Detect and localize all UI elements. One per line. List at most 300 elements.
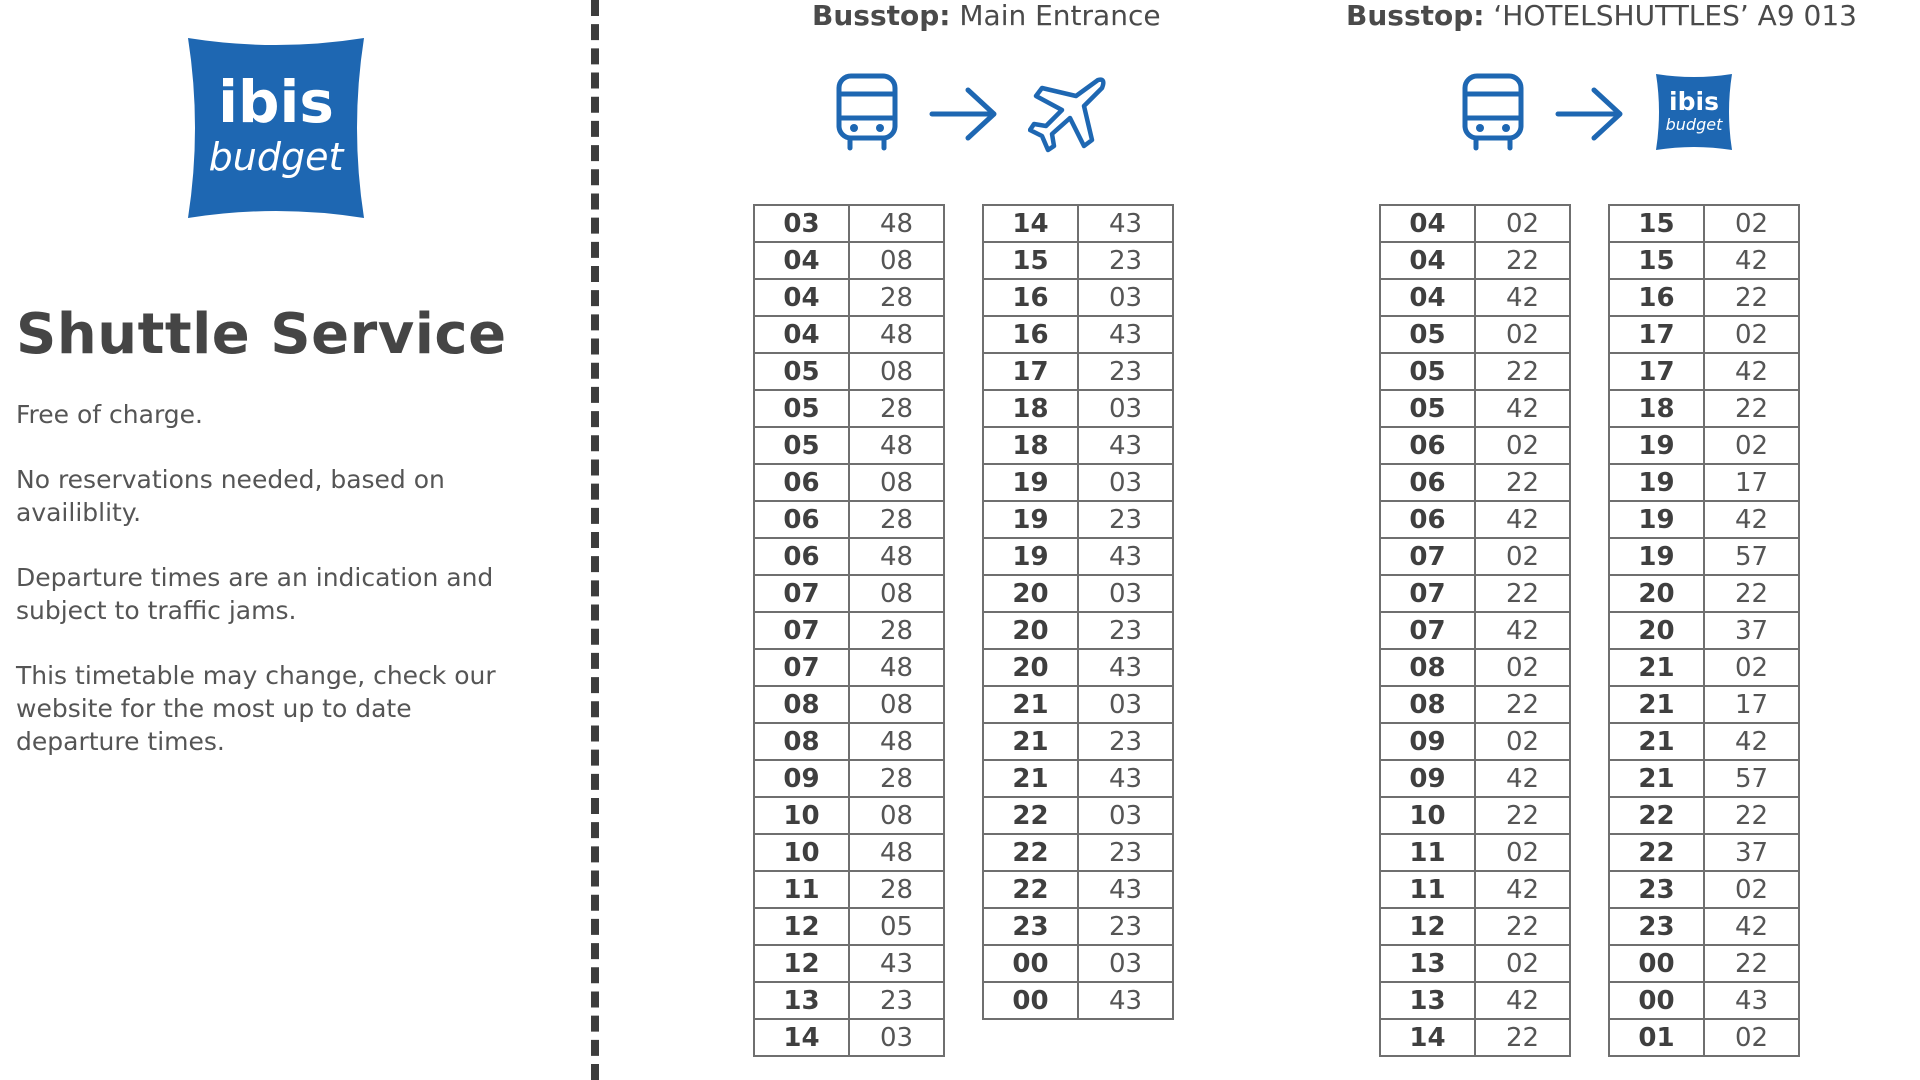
departure-hour: 00 (1609, 982, 1704, 1019)
timetable-row (1380, 1019, 1570, 1056)
timetable-row (1380, 945, 1570, 982)
timetable-hotelshuttles-1 (1379, 204, 1571, 1057)
ibis-budget-logo (178, 30, 374, 226)
timetable-row (1609, 538, 1799, 575)
timetable-row (983, 649, 1173, 686)
departure-hour: 17 (1609, 316, 1704, 353)
airplane-icon (1028, 74, 1108, 154)
timetable-row (1380, 908, 1570, 945)
departure-hour: 18 (1609, 390, 1704, 427)
departure-hour: 06 (754, 501, 849, 538)
busstop-name: ‘HOTELSHUTTLES’ A9 013 (1493, 0, 1857, 32)
departure-minute: 22 (1475, 464, 1570, 501)
departure-hour: 19 (983, 464, 1078, 501)
departure-minute: 42 (1704, 353, 1799, 390)
departure-hour: 12 (754, 945, 849, 982)
departure-hour: 07 (1380, 538, 1475, 575)
logo-text-budget: budget (208, 135, 344, 179)
departure-minute: 02 (1704, 649, 1799, 686)
departure-hour: 16 (983, 279, 1078, 316)
departure-minute: 43 (1078, 982, 1173, 1019)
departure-minute: 28 (849, 390, 944, 427)
departure-hour: 21 (1609, 760, 1704, 797)
departure-minute: 48 (849, 316, 944, 353)
timetable-row (983, 982, 1173, 1019)
departure-hour: 14 (1380, 1019, 1475, 1056)
timetable-row (1380, 353, 1570, 390)
departure-hour: 21 (1609, 649, 1704, 686)
timetable-row (1609, 797, 1799, 834)
timetable-row (754, 760, 944, 797)
timetable-row (983, 242, 1173, 279)
timetable-row (983, 723, 1173, 760)
departure-minute: 22 (1704, 575, 1799, 612)
timetable-row (754, 686, 944, 723)
departure-hour: 04 (754, 316, 849, 353)
departure-hour: 18 (983, 427, 1078, 464)
departure-hour: 13 (1380, 945, 1475, 982)
departure-hour: 20 (1609, 612, 1704, 649)
departure-hour: 10 (754, 834, 849, 871)
timetable-row (754, 316, 944, 353)
departure-minute: 23 (1078, 242, 1173, 279)
departure-hour: 06 (1380, 464, 1475, 501)
departure-minute: 23 (1078, 908, 1173, 945)
departure-hour: 07 (754, 612, 849, 649)
logo-text-budget: budget (1665, 115, 1723, 134)
timetable-row (754, 390, 944, 427)
timetable-row (983, 427, 1173, 464)
timetable-row (983, 945, 1173, 982)
timetable-row (983, 279, 1173, 316)
departure-hour: 07 (754, 575, 849, 612)
departure-minute: 43 (1078, 649, 1173, 686)
timetable-row (1609, 1019, 1799, 1056)
departure-minute: 05 (849, 908, 944, 945)
timetable-row (983, 908, 1173, 945)
departure-hour: 04 (754, 279, 849, 316)
timetable-row (754, 612, 944, 649)
departure-hour: 14 (983, 205, 1078, 242)
departure-hour: 00 (1609, 945, 1704, 982)
timetable-row (1609, 353, 1799, 390)
departure-minute: 37 (1704, 612, 1799, 649)
departure-minute: 43 (1078, 871, 1173, 908)
departure-minute: 22 (1475, 353, 1570, 390)
timetable-row (1609, 279, 1799, 316)
departure-hour: 07 (1380, 575, 1475, 612)
departure-hour: 09 (1380, 723, 1475, 760)
departure-minute: 08 (849, 575, 944, 612)
departure-minute: 08 (849, 797, 944, 834)
timetable-row (1609, 316, 1799, 353)
timetable-row (1380, 834, 1570, 871)
departure-hour: 06 (1380, 501, 1475, 538)
departure-hour: 19 (1609, 427, 1704, 464)
timetable-row (754, 1019, 944, 1056)
timetable-row (1609, 205, 1799, 242)
departure-hour: 16 (1609, 279, 1704, 316)
departure-hour: 20 (983, 575, 1078, 612)
timetable-row (1380, 575, 1570, 612)
departure-hour: 11 (1380, 871, 1475, 908)
timetable-row (1609, 871, 1799, 908)
info-free-of-charge: Free of charge. (16, 400, 203, 429)
timetable-row (1380, 538, 1570, 575)
busstop-name: Main Entrance (959, 0, 1161, 32)
timetable-row (754, 427, 944, 464)
departure-minute: 42 (1704, 908, 1799, 945)
departure-hour: 00 (983, 945, 1078, 982)
departure-minute: 22 (1704, 279, 1799, 316)
timetable-row (1380, 501, 1570, 538)
departure-minute: 02 (1475, 205, 1570, 242)
departure-hour: 19 (1609, 501, 1704, 538)
busstop-hotelshuttles-heading (1346, 0, 1857, 32)
departure-hour: 04 (754, 242, 849, 279)
logo-text-ibis: ibis (1669, 87, 1719, 116)
timetable-row (754, 538, 944, 575)
departure-hour: 13 (1380, 982, 1475, 1019)
timetable-row (754, 723, 944, 760)
departure-hour: 16 (983, 316, 1078, 353)
timetable-row (754, 279, 944, 316)
departure-minute: 02 (1475, 316, 1570, 353)
departure-hour: 06 (754, 538, 849, 575)
departure-hour: 06 (754, 464, 849, 501)
timetable-row (1380, 760, 1570, 797)
departure-minute: 23 (1078, 723, 1173, 760)
timetable-row (1380, 686, 1570, 723)
bus-icon (1460, 72, 1526, 152)
timetable-row (1609, 649, 1799, 686)
departure-minute: 22 (1704, 390, 1799, 427)
timetable-row (1609, 945, 1799, 982)
departure-hour: 15 (1609, 242, 1704, 279)
departure-minute: 42 (1475, 390, 1570, 427)
departure-minute: 48 (849, 538, 944, 575)
arrow-right-icon (928, 84, 1000, 144)
arrow-right-icon (1554, 84, 1626, 144)
timetable-row (1380, 427, 1570, 464)
timetable-row (1380, 390, 1570, 427)
departure-minute: 43 (1078, 538, 1173, 575)
departure-hour: 09 (754, 760, 849, 797)
timetable-row (1609, 723, 1799, 760)
departure-minute: 03 (1078, 390, 1173, 427)
departure-minute: 17 (1704, 686, 1799, 723)
departure-minute: 37 (1704, 834, 1799, 871)
timetable-row (1380, 612, 1570, 649)
departure-minute: 42 (1704, 501, 1799, 538)
departure-hour: 07 (1380, 612, 1475, 649)
departure-hour: 10 (1380, 797, 1475, 834)
departure-minute: 42 (1475, 871, 1570, 908)
timetable-row (754, 242, 944, 279)
departure-minute: 08 (849, 686, 944, 723)
departure-minute: 02 (1704, 427, 1799, 464)
departure-hour: 05 (754, 353, 849, 390)
timetable-row (1609, 242, 1799, 279)
departure-hour: 01 (1609, 1019, 1704, 1056)
info-timetable-may-change: This timetable may change, check our website for the most up to date departure times. (16, 661, 496, 756)
timetable-hotelshuttles-2 (1608, 204, 1800, 1057)
timetable-row (1609, 390, 1799, 427)
timetable-row (1380, 279, 1570, 316)
timetable-row (754, 353, 944, 390)
timetable-row (1609, 464, 1799, 501)
departure-hour: 11 (754, 871, 849, 908)
departure-hour: 13 (754, 982, 849, 1019)
ibis-budget-logo-icon (1652, 70, 1736, 154)
departure-minute: 48 (849, 205, 944, 242)
departure-minute: 23 (1078, 501, 1173, 538)
departure-hour: 06 (1380, 427, 1475, 464)
timetable-row (1609, 982, 1799, 1019)
departure-hour: 09 (1380, 760, 1475, 797)
departure-minute: 02 (1704, 871, 1799, 908)
departure-hour: 14 (754, 1019, 849, 1056)
departure-hour: 21 (1609, 723, 1704, 760)
timetable-row (983, 834, 1173, 871)
timetable-row (754, 908, 944, 945)
departure-minute: 28 (849, 612, 944, 649)
departure-hour: 22 (1609, 797, 1704, 834)
departure-minute: 02 (1475, 945, 1570, 982)
timetable-row (1609, 612, 1799, 649)
departure-minute: 43 (1078, 760, 1173, 797)
busstop-label: Busstop: (1346, 0, 1485, 32)
departure-hour: 19 (1609, 464, 1704, 501)
timetable-row (983, 316, 1173, 353)
timetable-row (1380, 723, 1570, 760)
departure-minute: 43 (1078, 427, 1173, 464)
timetable-row (1609, 427, 1799, 464)
departure-minute: 03 (1078, 279, 1173, 316)
timetable-main-entrance-2 (982, 204, 1174, 1020)
timetable-row (754, 649, 944, 686)
timetable-row (983, 390, 1173, 427)
departure-hour: 04 (1380, 242, 1475, 279)
departure-hour: 20 (1609, 575, 1704, 612)
departure-minute: 43 (1078, 205, 1173, 242)
departure-minute: 08 (849, 242, 944, 279)
departure-hour: 08 (1380, 686, 1475, 723)
timetable-row (754, 797, 944, 834)
departure-hour: 19 (983, 538, 1078, 575)
departure-hour: 15 (1609, 205, 1704, 242)
departure-hour: 05 (754, 427, 849, 464)
departure-minute: 28 (849, 760, 944, 797)
departure-minute: 02 (1704, 316, 1799, 353)
departure-minute: 23 (1078, 353, 1173, 390)
departure-minute: 48 (849, 649, 944, 686)
departure-hour: 23 (1609, 871, 1704, 908)
departure-hour: 21 (983, 723, 1078, 760)
departure-minute: 23 (1078, 612, 1173, 649)
timetable-row (754, 501, 944, 538)
info-no-reservations: No reservations needed, based on availiblity. (16, 465, 445, 527)
busstop-main-entrance-heading (812, 0, 1161, 32)
departure-minute: 02 (1475, 538, 1570, 575)
timetable-row (1380, 797, 1570, 834)
departure-hour: 21 (983, 686, 1078, 723)
departure-minute: 22 (1475, 686, 1570, 723)
departure-minute: 43 (1078, 316, 1173, 353)
departure-hour: 05 (754, 390, 849, 427)
departure-minute: 08 (849, 353, 944, 390)
timetable-row (1380, 205, 1570, 242)
timetable-row (983, 871, 1173, 908)
timetable-row (983, 797, 1173, 834)
timetable-row (983, 353, 1173, 390)
departure-minute: 57 (1704, 538, 1799, 575)
timetable-row (983, 205, 1173, 242)
departure-minute: 03 (1078, 464, 1173, 501)
dashed-divider (591, 0, 599, 1080)
departure-minute: 22 (1475, 797, 1570, 834)
departure-minute: 43 (1704, 982, 1799, 1019)
departure-hour: 22 (983, 871, 1078, 908)
departure-minute: 22 (1475, 908, 1570, 945)
busstop-label: Busstop: (812, 0, 951, 32)
departure-hour: 04 (1380, 205, 1475, 242)
departure-minute: 02 (1704, 1019, 1799, 1056)
departure-hour: 22 (983, 834, 1078, 871)
timetable-main-entrance-1 (753, 204, 945, 1057)
timetable-row (754, 205, 944, 242)
departure-minute: 22 (1475, 242, 1570, 279)
departure-hour: 17 (983, 353, 1078, 390)
info-departure-indication: Departure times are an indication and subject to traffic jams. (16, 563, 494, 625)
timetable-row (1609, 908, 1799, 945)
departure-minute: 48 (849, 427, 944, 464)
departure-minute: 03 (1078, 945, 1173, 982)
timetable-row (1380, 464, 1570, 501)
timetable-row (1609, 501, 1799, 538)
timetable-row (983, 686, 1173, 723)
departure-hour: 20 (983, 612, 1078, 649)
departure-minute: 42 (1475, 612, 1570, 649)
departure-minute: 23 (849, 982, 944, 1019)
departure-minute: 28 (849, 279, 944, 316)
departure-minute: 22 (1475, 1019, 1570, 1056)
departure-minute: 42 (1704, 723, 1799, 760)
bus-icon (834, 72, 900, 152)
departure-minute: 42 (1475, 279, 1570, 316)
timetable-row (983, 760, 1173, 797)
departure-hour: 07 (754, 649, 849, 686)
timetable-row (754, 464, 944, 501)
departure-minute: 57 (1704, 760, 1799, 797)
departure-minute: 17 (1704, 464, 1799, 501)
departure-hour: 05 (1380, 390, 1475, 427)
departure-minute: 02 (1475, 649, 1570, 686)
departure-minute: 23 (1078, 834, 1173, 871)
departure-hour: 21 (1609, 686, 1704, 723)
departure-hour: 04 (1380, 279, 1475, 316)
departure-minute: 48 (849, 834, 944, 871)
departure-hour: 19 (1609, 538, 1704, 575)
timetable-row (983, 501, 1173, 538)
departure-hour: 05 (1380, 316, 1475, 353)
departure-hour: 23 (1609, 908, 1704, 945)
departure-minute: 28 (849, 501, 944, 538)
departure-minute: 03 (1078, 575, 1173, 612)
timetable-row (1609, 834, 1799, 871)
departure-minute: 48 (849, 723, 944, 760)
departure-minute: 02 (1475, 427, 1570, 464)
timetable-row (983, 538, 1173, 575)
departure-hour: 11 (1380, 834, 1475, 871)
departure-hour: 23 (983, 908, 1078, 945)
departure-hour: 08 (754, 686, 849, 723)
logo-text-ibis: ibis (218, 68, 334, 136)
departure-minute: 42 (1475, 760, 1570, 797)
timetable-row (1380, 316, 1570, 353)
departure-hour: 08 (754, 723, 849, 760)
timetable-row (1380, 871, 1570, 908)
departure-minute: 03 (849, 1019, 944, 1056)
departure-minute: 42 (1475, 982, 1570, 1019)
departure-hour: 05 (1380, 353, 1475, 390)
timetable-row (754, 871, 944, 908)
departure-hour: 22 (983, 797, 1078, 834)
departure-minute: 03 (1078, 686, 1173, 723)
timetable-row (754, 982, 944, 1019)
departure-hour: 03 (754, 205, 849, 242)
departure-hour: 22 (1609, 834, 1704, 871)
departure-hour: 12 (754, 908, 849, 945)
departure-minute: 22 (1475, 575, 1570, 612)
departure-hour: 10 (754, 797, 849, 834)
timetable-row (754, 834, 944, 871)
timetable-row (754, 945, 944, 982)
timetable-row (1380, 242, 1570, 279)
page-title: Shuttle Service (16, 302, 507, 367)
departure-hour: 20 (983, 649, 1078, 686)
departure-minute: 02 (1704, 205, 1799, 242)
departure-minute: 43 (849, 945, 944, 982)
departure-hour: 18 (983, 390, 1078, 427)
timetable-row (983, 612, 1173, 649)
departure-hour: 00 (983, 982, 1078, 1019)
departure-hour: 17 (1609, 353, 1704, 390)
departure-minute: 02 (1475, 834, 1570, 871)
departure-minute: 42 (1704, 242, 1799, 279)
departure-hour: 21 (983, 760, 1078, 797)
departure-minute: 02 (1475, 723, 1570, 760)
departure-minute: 08 (849, 464, 944, 501)
timetable-row (983, 464, 1173, 501)
timetable-row (754, 575, 944, 612)
timetable-row (1609, 760, 1799, 797)
departure-minute: 22 (1704, 797, 1799, 834)
timetable-row (1380, 649, 1570, 686)
departure-minute: 22 (1704, 945, 1799, 982)
departure-hour: 08 (1380, 649, 1475, 686)
departure-minute: 42 (1475, 501, 1570, 538)
departure-minute: 03 (1078, 797, 1173, 834)
departure-hour: 12 (1380, 908, 1475, 945)
timetable-row (1609, 575, 1799, 612)
timetable-row (1609, 686, 1799, 723)
departure-hour: 15 (983, 242, 1078, 279)
timetable-row (983, 575, 1173, 612)
departure-hour: 19 (983, 501, 1078, 538)
timetable-row (1380, 982, 1570, 1019)
departure-minute: 28 (849, 871, 944, 908)
